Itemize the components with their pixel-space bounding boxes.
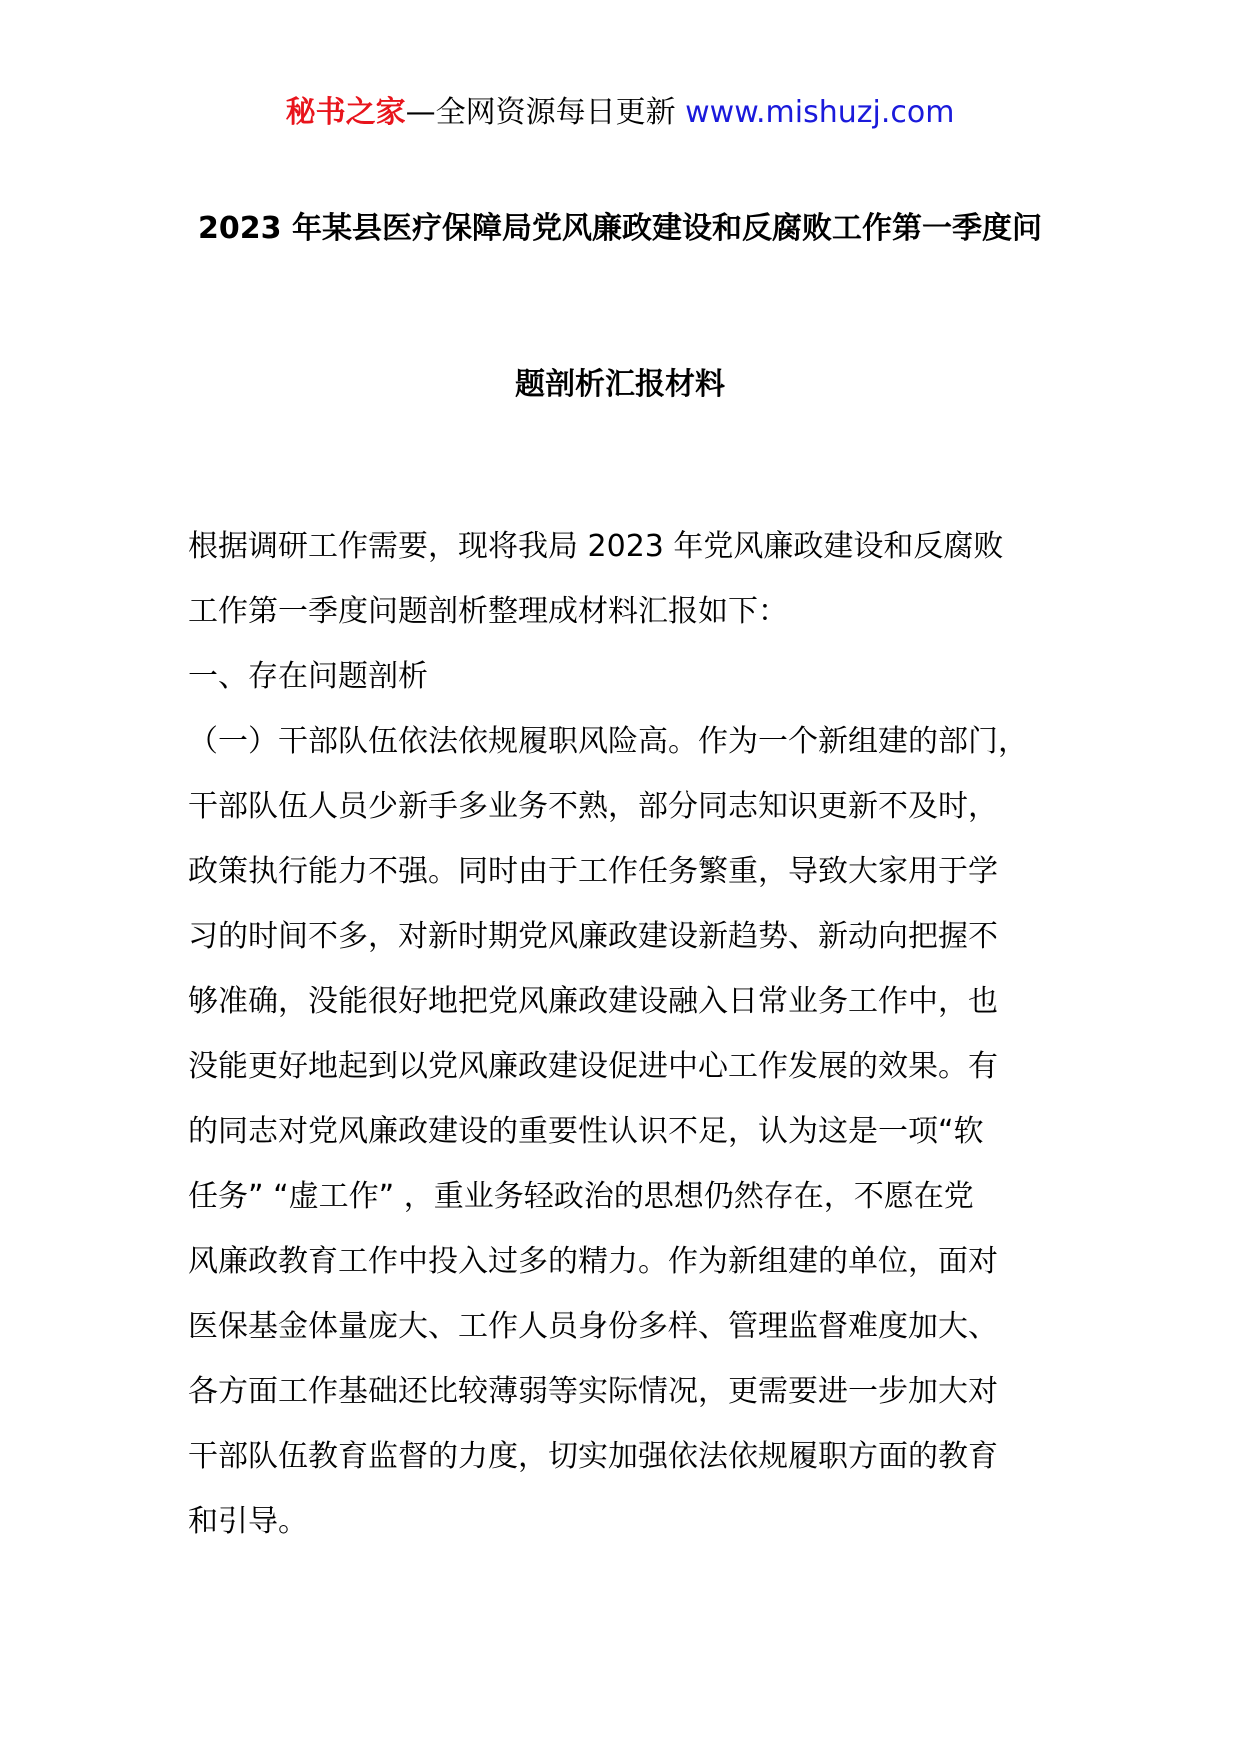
body-line: 任务” “虚工作” ，重业务轻政治的思想仍然存在，不愿在党 [188, 1179, 974, 1214]
body-line: 没能更好地起到以党风廉政建设促进中心工作发展的效果。有 [188, 1049, 998, 1084]
body-line: 各方面工作基础还比较薄弱等实际情况，更需要进一步加大对 [188, 1374, 998, 1409]
body-line: 根据调研工作需要，现将我局 2023 年党风廉政建设和反腐败 [188, 529, 1004, 564]
body-line: 的同志对党风廉政建设的重要性认识不足，认为这是一项“软 [188, 1114, 984, 1149]
body-line: 和引导。 [188, 1504, 308, 1539]
brand-name: 秘书之家 [285, 95, 406, 130]
body-line: （一）干部队伍依法依规履职风险高。作为一个新组建的部门， [188, 724, 1028, 759]
body-line: 工作第一季度问题剖析整理成材料汇报如下： [188, 594, 788, 629]
site-header [0, 90, 1240, 136]
document-title-line-2: 题剖析汇报材料 [515, 367, 725, 402]
body-line: 医保基金体量庞大、工作人员身份多样、管理监督难度加大、 [188, 1309, 998, 1344]
body-line: 政策执行能力不强。同时由于工作任务繁重，导致大家用于学 [188, 854, 998, 889]
body-line: 够准确，没能很好地把党风廉政建设融入日常业务工作中，也 [188, 984, 998, 1019]
body-line: 干部队伍教育监督的力度，切实加强依法依规履职方面的教育 [188, 1439, 998, 1474]
body-line: 风廉政教育工作中投入过多的精力。作为新组建的单位，面对 [188, 1244, 998, 1279]
body-line: 干部队伍人员少新手多业务不熟，部分同志知识更新不及时， [188, 789, 998, 824]
document-body [188, 514, 1088, 1554]
header-tagline: —全网资源每日更新 [405, 95, 686, 130]
document-title-line-1: 2023 年某县医疗保障局党风廉政建设和反腐败工作第一季度问 [198, 211, 1042, 246]
section-heading: 一、存在问题剖析 [188, 659, 428, 694]
site-url-link[interactable]: www.mishuzj.com [685, 95, 955, 130]
body-line: 习的时间不多，对新时期党风廉政建设新趋势、新动向把握不 [188, 919, 998, 954]
